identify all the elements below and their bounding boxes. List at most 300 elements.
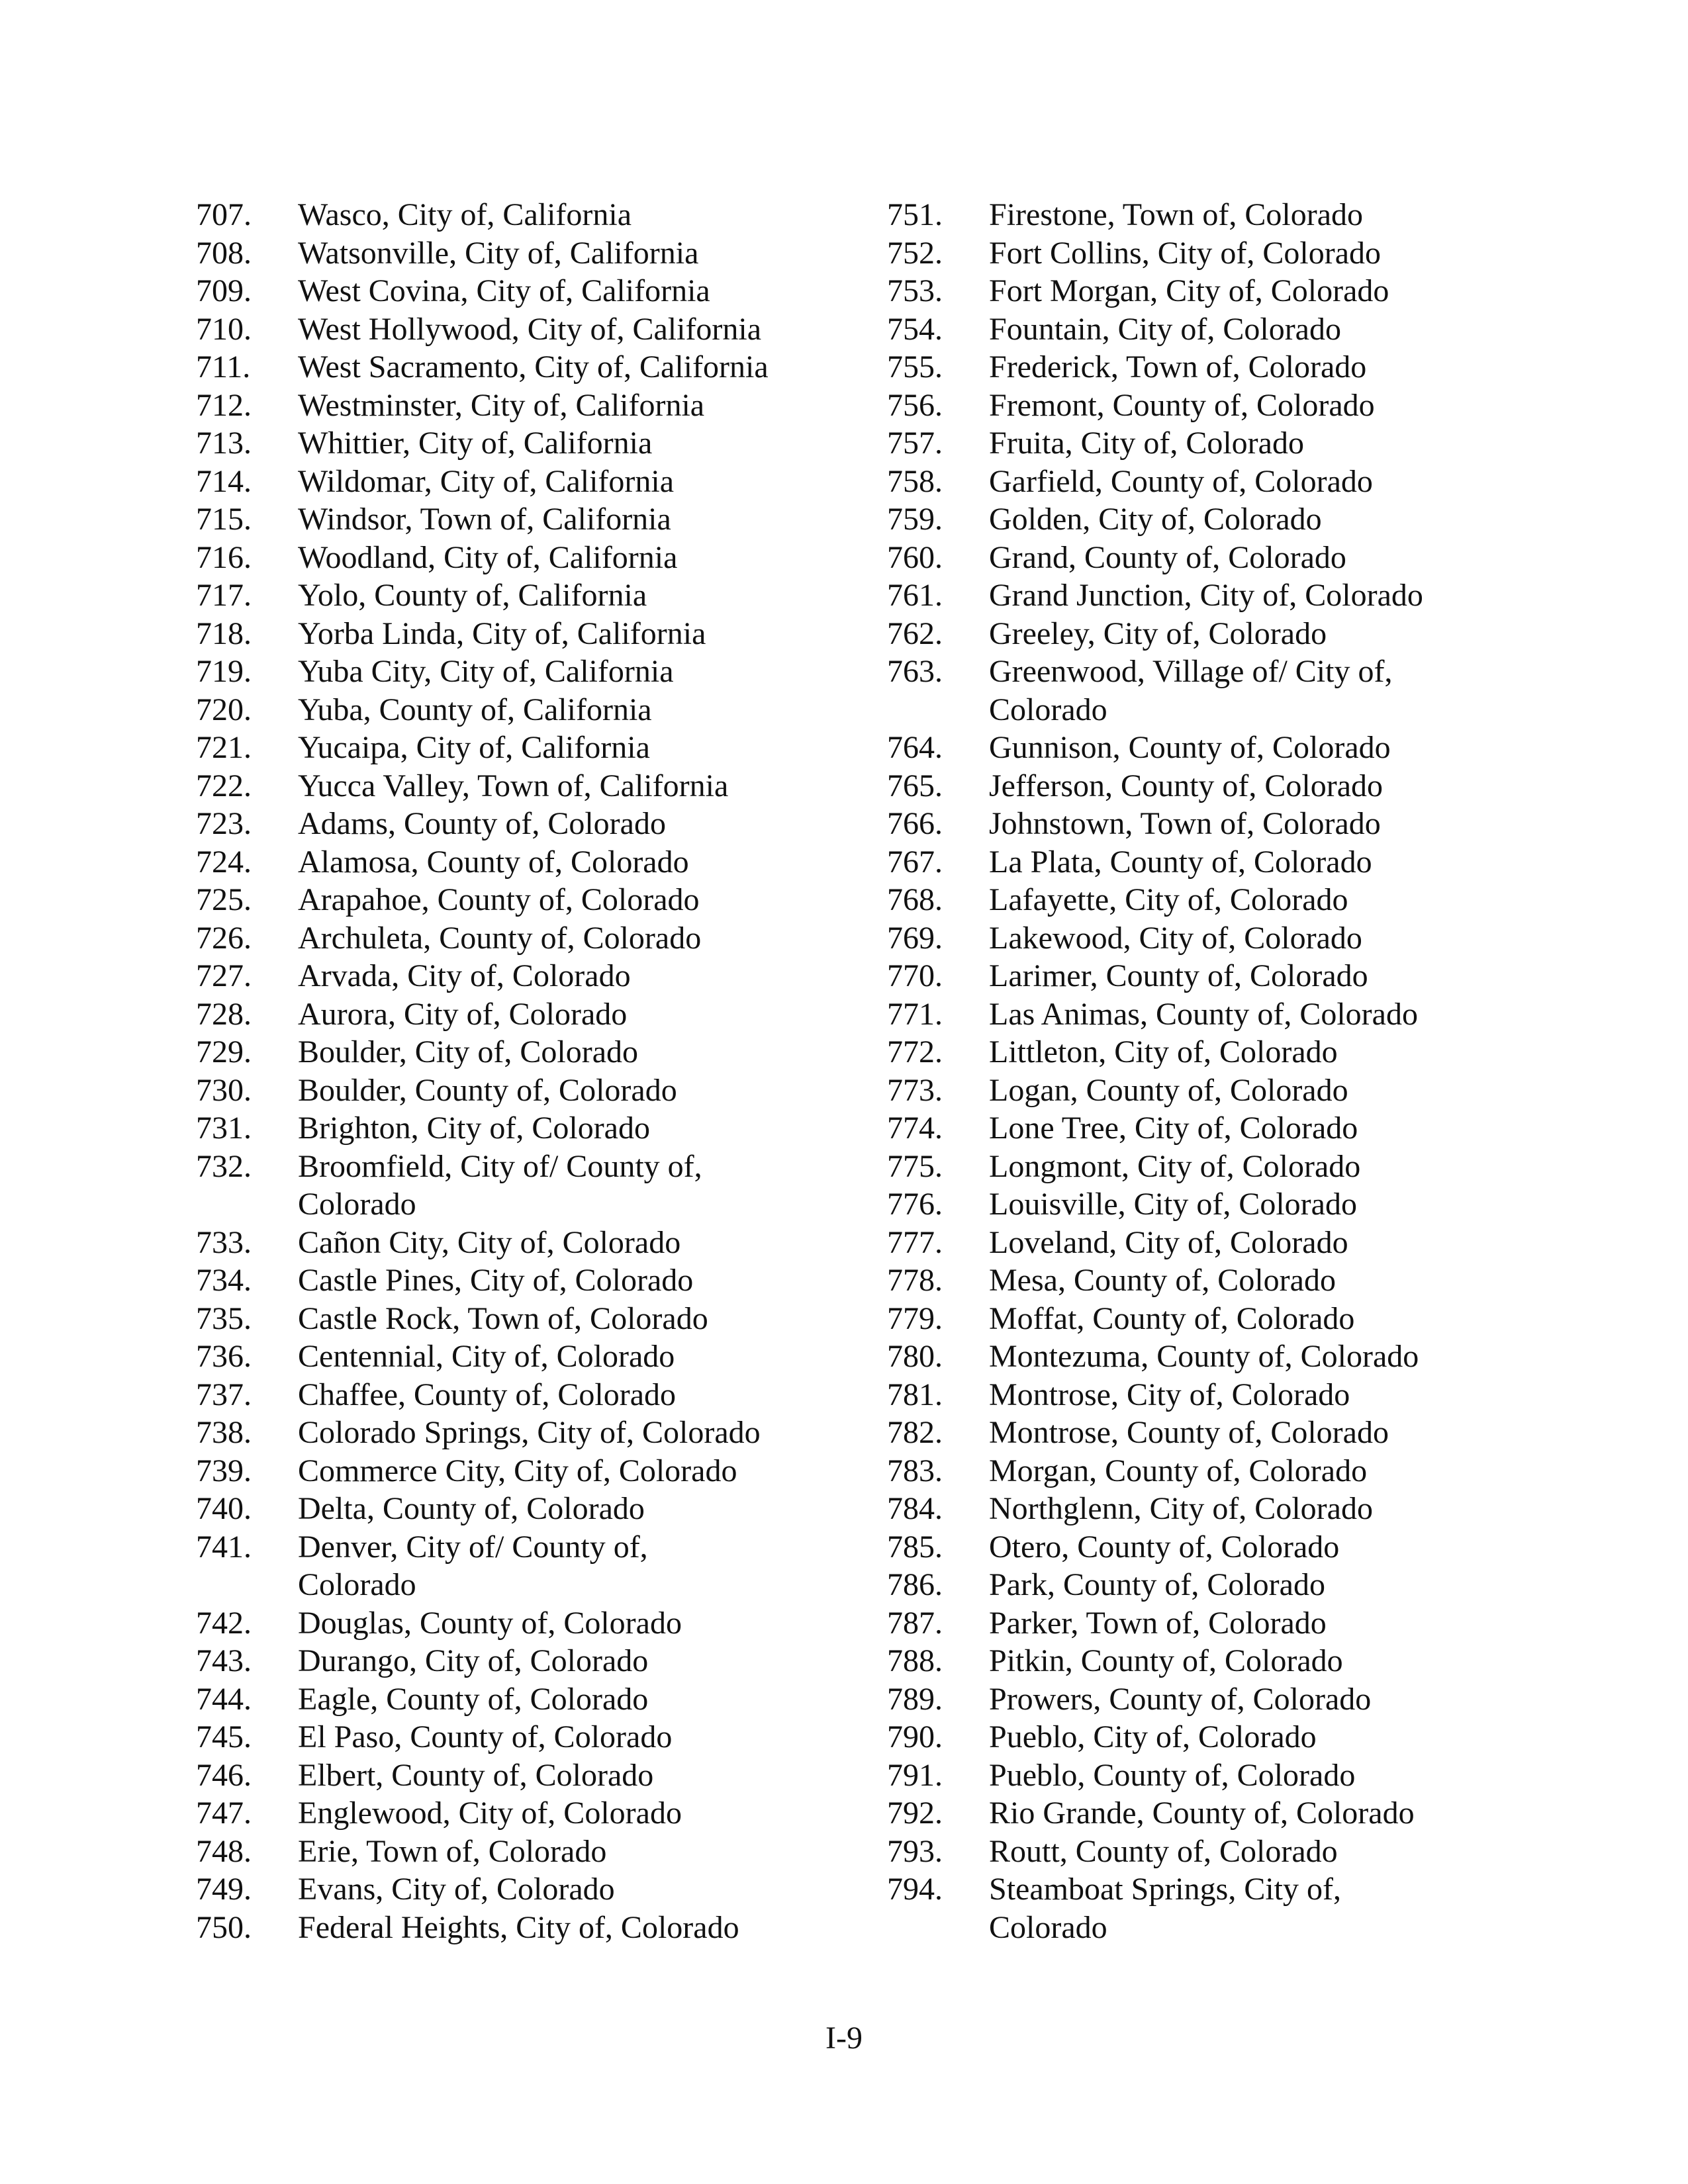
item-name — [298, 767, 858, 805]
list-item — [887, 1109, 1483, 1148]
item-number: 772. — [887, 1034, 943, 1069]
item-name — [298, 1148, 858, 1224]
item-name — [298, 1642, 858, 1680]
right-column-list — [887, 196, 1483, 1946]
list-item — [887, 387, 1483, 425]
item-name-text: Pueblo, County of, Colorado — [989, 1757, 1356, 1793]
item-name — [298, 729, 858, 767]
item-number: 723. — [196, 806, 252, 841]
item-name-text: El Paso, County of, Colorado — [298, 1719, 673, 1754]
item-name-text: Lafayette, City of, Colorado — [989, 882, 1348, 917]
list-item — [196, 1033, 858, 1071]
item-name — [989, 1261, 1483, 1300]
item-number: 762. — [887, 615, 943, 651]
item-number: 782. — [887, 1415, 943, 1450]
list-item — [196, 1604, 858, 1643]
item-name — [989, 881, 1483, 919]
item-name-text: Parker, Town of, Colorado — [989, 1605, 1327, 1641]
item-name — [298, 805, 858, 843]
item-number: 726. — [196, 920, 252, 956]
item-number: 712. — [196, 387, 252, 423]
item-name — [298, 995, 858, 1034]
item-number: 768. — [887, 882, 943, 917]
item-name-text: La Plata, County of, Colorado — [989, 844, 1372, 880]
list-item — [196, 463, 858, 501]
item-name — [298, 1376, 858, 1414]
list-item — [196, 1071, 858, 1110]
list-item — [887, 1528, 1483, 1567]
item-name — [989, 1338, 1483, 1376]
list-item — [887, 843, 1483, 882]
list-item — [887, 196, 1483, 234]
list-item — [196, 919, 858, 958]
item-name — [298, 1109, 858, 1148]
item-number: 790. — [887, 1719, 943, 1754]
item-number: 707. — [196, 197, 252, 232]
item-number: 777. — [887, 1224, 943, 1260]
item-name-text: Fremont, County of, Colorado — [989, 387, 1375, 423]
item-name — [989, 1224, 1483, 1262]
item-number: 767. — [887, 844, 943, 880]
item-name-text: Park, County of, Colorado — [989, 1567, 1325, 1602]
item-name-text: Chaffee, County of, Colorado — [298, 1377, 677, 1412]
item-name-text: Broomfield, City of/ County of, — [298, 1148, 702, 1184]
list-item — [887, 1300, 1483, 1338]
list-item — [196, 1642, 858, 1680]
list-item — [887, 1414, 1483, 1452]
item-number: 724. — [196, 844, 252, 880]
item-number: 764. — [887, 730, 943, 765]
list-item — [196, 1528, 858, 1604]
list-item — [887, 1452, 1483, 1490]
list-item — [196, 1109, 858, 1148]
item-name-text: Windsor, Town of, California — [298, 502, 671, 537]
item-number: 737. — [196, 1377, 252, 1412]
item-number: 735. — [196, 1300, 252, 1336]
list-item — [887, 881, 1483, 919]
item-name — [989, 767, 1483, 805]
list-item — [887, 539, 1483, 577]
item-name-text: Evans, City of, Colorado — [298, 1872, 615, 1907]
item-name — [989, 919, 1483, 958]
list-item — [196, 1756, 858, 1795]
left-column-list — [196, 196, 858, 1946]
item-number: 743. — [196, 1643, 252, 1678]
item-name — [298, 310, 858, 349]
list-item — [887, 995, 1483, 1034]
item-number: 784. — [887, 1491, 943, 1526]
item-number: 728. — [196, 996, 252, 1032]
item-number: 753. — [887, 273, 943, 308]
item-number: 715. — [196, 502, 252, 537]
item-name — [298, 463, 858, 501]
item-name-text: Louisville, City of, Colorado — [989, 1187, 1357, 1222]
item-name-text: Yucca Valley, Town of, California — [298, 768, 729, 803]
item-number: 746. — [196, 1757, 252, 1793]
list-item — [887, 653, 1483, 729]
list-item — [196, 1148, 858, 1224]
list-item — [196, 957, 858, 995]
item-name-text: Longmont, City of, Colorado — [989, 1148, 1361, 1184]
item-number: 755. — [887, 349, 943, 385]
item-name — [298, 1224, 858, 1262]
item-name-text: Alamosa, County of, Colorado — [298, 844, 689, 880]
list-item — [196, 1224, 858, 1262]
item-name — [989, 1642, 1483, 1680]
item-name-text: Rio Grande, County of, Colorado — [989, 1796, 1415, 1831]
item-number: 781. — [887, 1377, 943, 1412]
list-item — [887, 1224, 1483, 1262]
item-name-continuation: Colorado — [989, 692, 1107, 727]
item-number: 761. — [887, 578, 943, 613]
item-name-text: Routt, County of, Colorado — [989, 1833, 1338, 1869]
item-name-text: Arvada, City of, Colorado — [298, 958, 631, 993]
item-number: 794. — [887, 1872, 943, 1907]
item-number: 742. — [196, 1605, 252, 1641]
item-name-text: Douglas, County of, Colorado — [298, 1605, 682, 1641]
list-item — [887, 1148, 1483, 1186]
item-name — [989, 576, 1483, 615]
item-name — [989, 1604, 1483, 1643]
item-name — [298, 1033, 858, 1071]
list-item — [887, 424, 1483, 463]
item-number: 793. — [887, 1833, 943, 1869]
item-name-continuation: Colorado — [298, 1567, 416, 1602]
item-name — [989, 1566, 1483, 1604]
item-number: 718. — [196, 615, 252, 651]
item-number: 763. — [887, 654, 943, 689]
item-name — [989, 1490, 1483, 1528]
item-number: 725. — [196, 882, 252, 917]
item-name — [989, 310, 1483, 349]
item-number: 717. — [196, 578, 252, 613]
item-name — [989, 1680, 1483, 1719]
item-name — [989, 1376, 1483, 1414]
item-number: 714. — [196, 463, 252, 499]
item-name — [989, 615, 1483, 653]
item-number: 787. — [887, 1605, 943, 1641]
item-number: 730. — [196, 1072, 252, 1108]
item-name-text: Fruita, City of, Colorado — [989, 426, 1304, 461]
list-item — [196, 1680, 858, 1719]
item-name — [298, 1414, 858, 1452]
item-name-text: Centennial, City of, Colorado — [298, 1339, 675, 1374]
list-item — [196, 348, 858, 387]
item-number: 738. — [196, 1415, 252, 1450]
list-item — [196, 1414, 858, 1452]
list-item — [887, 729, 1483, 767]
list-item — [887, 348, 1483, 387]
item-name-text: Castle Pines, City of, Colorado — [298, 1263, 694, 1298]
item-name — [298, 1680, 858, 1719]
item-name-text: Denver, City of/ County of, — [298, 1529, 648, 1565]
item-number: 745. — [196, 1719, 252, 1754]
item-name-text: Arapahoe, County of, Colorado — [298, 882, 700, 917]
item-name-text: Boulder, County of, Colorado — [298, 1072, 677, 1108]
item-name-text: Greenwood, Village of/ City of, — [989, 654, 1393, 689]
list-item — [887, 615, 1483, 653]
item-name-text: Woodland, City of, California — [298, 539, 678, 575]
item-number: 771. — [887, 996, 943, 1032]
item-name — [989, 196, 1483, 234]
item-number: 758. — [887, 463, 943, 499]
item-name — [298, 1338, 858, 1376]
item-number: 713. — [196, 426, 252, 461]
list-item — [196, 1718, 858, 1756]
item-number: 780. — [887, 1339, 943, 1374]
item-name-text: West Hollywood, City of, California — [298, 311, 762, 347]
item-number: 778. — [887, 1263, 943, 1298]
item-name — [989, 843, 1483, 882]
list-item — [887, 919, 1483, 958]
item-name — [989, 653, 1483, 729]
item-number: 740. — [196, 1491, 252, 1526]
item-name-text: Pueblo, City of, Colorado — [989, 1719, 1317, 1754]
list-item — [196, 1376, 858, 1414]
item-name — [989, 348, 1483, 387]
list-item — [887, 957, 1483, 995]
item-number: 775. — [887, 1148, 943, 1184]
list-item — [887, 1490, 1483, 1528]
list-item — [887, 767, 1483, 805]
item-name — [989, 1109, 1483, 1148]
item-name — [298, 1870, 858, 1909]
item-name-text: Gunnison, County of, Colorado — [989, 730, 1391, 765]
item-number: 769. — [887, 920, 943, 956]
item-name — [989, 539, 1483, 577]
item-name-text: Prowers, County of, Colorado — [989, 1681, 1372, 1717]
item-name — [989, 1148, 1483, 1186]
item-number: 711. — [196, 349, 251, 385]
item-name-text: Littleton, City of, Colorado — [989, 1034, 1338, 1069]
list-item — [887, 463, 1483, 501]
list-item — [196, 767, 858, 805]
item-number: 783. — [887, 1453, 943, 1488]
item-number: 736. — [196, 1339, 252, 1374]
item-name — [298, 348, 858, 387]
list-item — [196, 995, 858, 1034]
item-name-text: Yucaipa, City of, California — [298, 730, 650, 765]
list-item — [196, 1833, 858, 1871]
item-name — [989, 805, 1483, 843]
item-name — [298, 615, 858, 653]
item-name — [989, 1833, 1483, 1871]
item-number: 765. — [887, 768, 943, 803]
item-name — [298, 919, 858, 958]
item-number: 757. — [887, 426, 943, 461]
item-name-text: Watsonville, City of, California — [298, 235, 699, 271]
item-name — [989, 1756, 1483, 1795]
list-item — [196, 1300, 858, 1338]
item-name — [989, 1528, 1483, 1567]
list-item — [887, 1033, 1483, 1071]
item-name-text: Lone Tree, City of, Colorado — [989, 1111, 1358, 1146]
list-item — [196, 615, 858, 653]
item-name-text: Jefferson, County of, Colorado — [989, 768, 1383, 803]
item-number: 709. — [196, 273, 252, 308]
list-item — [887, 1642, 1483, 1680]
item-name-text: Wildomar, City of, California — [298, 463, 675, 499]
item-number: 785. — [887, 1529, 943, 1565]
list-item — [196, 1452, 858, 1490]
item-name-text: Firestone, Town of, Colorado — [989, 197, 1364, 232]
item-name-text: Englewood, City of, Colorado — [298, 1796, 682, 1831]
list-item — [887, 1604, 1483, 1643]
list-item — [196, 1338, 858, 1376]
list-item — [196, 196, 858, 234]
item-number: 752. — [887, 235, 943, 271]
list-item — [887, 1338, 1483, 1376]
list-item — [196, 576, 858, 615]
list-item — [196, 539, 858, 577]
item-name — [298, 500, 858, 539]
list-item — [196, 1794, 858, 1833]
item-name — [298, 1528, 858, 1604]
item-name — [298, 196, 858, 234]
item-name — [989, 1414, 1483, 1452]
item-name-text: Mesa, County of, Colorado — [989, 1263, 1336, 1298]
list-item — [887, 1833, 1483, 1871]
item-name-text: Castle Rock, Town of, Colorado — [298, 1300, 708, 1336]
item-name-text: West Covina, City of, California — [298, 273, 710, 308]
list-item — [887, 1870, 1483, 1946]
item-name — [298, 1071, 858, 1110]
item-name-text: Pitkin, County of, Colorado — [989, 1643, 1343, 1678]
list-item — [196, 1909, 858, 1947]
item-name — [989, 995, 1483, 1034]
item-name-text: Loveland, City of, Colorado — [989, 1224, 1348, 1260]
item-name-text: Commerce City, City of, Colorado — [298, 1453, 737, 1488]
item-number: 747. — [196, 1796, 252, 1831]
item-number: 756. — [887, 387, 943, 423]
item-number: 739. — [196, 1453, 252, 1488]
item-name-text: Fountain, City of, Colorado — [989, 311, 1341, 347]
item-name — [989, 1033, 1483, 1071]
item-name-text: Fort Collins, City of, Colorado — [989, 235, 1382, 271]
list-item — [887, 234, 1483, 273]
item-name — [298, 1261, 858, 1300]
item-name — [298, 957, 858, 995]
list-item — [196, 500, 858, 539]
item-name — [989, 957, 1483, 995]
item-number: 786. — [887, 1567, 943, 1602]
item-name — [298, 843, 858, 882]
list-item — [196, 272, 858, 310]
item-number: 741. — [196, 1529, 252, 1565]
list-item — [887, 805, 1483, 843]
list-item — [887, 1718, 1483, 1756]
list-item — [196, 310, 858, 349]
item-number: 776. — [887, 1187, 943, 1222]
item-name — [298, 234, 858, 273]
item-name-text: Colorado Springs, City of, Colorado — [298, 1415, 761, 1450]
item-name — [989, 1452, 1483, 1490]
item-number: 792. — [887, 1796, 943, 1831]
item-name — [989, 729, 1483, 767]
item-name-text: Yorba Linda, City of, California — [298, 615, 706, 651]
item-name-text: Delta, County of, Colorado — [298, 1491, 645, 1526]
item-number: 754. — [887, 311, 943, 347]
item-name — [298, 1833, 858, 1871]
item-name — [298, 1794, 858, 1833]
item-name-text: Aurora, City of, Colorado — [298, 996, 628, 1032]
item-number: 716. — [196, 539, 252, 575]
list-item — [887, 1794, 1483, 1833]
item-name — [298, 1452, 858, 1490]
item-number: 722. — [196, 768, 252, 803]
list-item — [196, 653, 858, 691]
item-number: 770. — [887, 958, 943, 993]
item-name — [989, 500, 1483, 539]
item-name-text: Morgan, County of, Colorado — [989, 1453, 1368, 1488]
item-name-text: Archuleta, County of, Colorado — [298, 920, 702, 956]
item-name-continuation: Colorado — [989, 1909, 1107, 1945]
item-name-text: Adams, County of, Colorado — [298, 806, 666, 841]
item-number: 748. — [196, 1833, 252, 1869]
list-item — [196, 805, 858, 843]
item-number: 759. — [887, 502, 943, 537]
item-name — [989, 272, 1483, 310]
item-number: 750. — [196, 1909, 252, 1945]
item-name-text: Otero, County of, Colorado — [989, 1529, 1340, 1565]
item-name-text: Las Animas, County of, Colorado — [989, 996, 1418, 1032]
page-number: I-9 — [825, 2021, 863, 2056]
list-item — [887, 1071, 1483, 1110]
item-name-text: Cañon City, City of, Colorado — [298, 1224, 681, 1260]
item-name-text: Grand, County of, Colorado — [989, 539, 1346, 575]
item-number: 708. — [196, 235, 252, 271]
list-item — [887, 1566, 1483, 1604]
item-name-text: Westminster, City of, California — [298, 387, 705, 423]
item-name-text: Johnstown, Town of, Colorado — [989, 806, 1381, 841]
list-item — [887, 1185, 1483, 1224]
item-name — [989, 1071, 1483, 1110]
item-name — [298, 387, 858, 425]
list-item — [196, 729, 858, 767]
item-name-continuation: Colorado — [298, 1187, 416, 1222]
item-name-text: Montrose, City of, Colorado — [989, 1377, 1350, 1412]
item-number: 774. — [887, 1111, 943, 1146]
list-item — [196, 234, 858, 273]
item-number: 744. — [196, 1681, 252, 1717]
list-item — [887, 272, 1483, 310]
item-name — [298, 576, 858, 615]
item-name-text: Yuba, County of, California — [298, 692, 652, 727]
item-name-text: Montezuma, County of, Colorado — [989, 1339, 1419, 1374]
item-name-text: Boulder, City of, Colorado — [298, 1034, 639, 1069]
item-name — [298, 1604, 858, 1643]
item-name-text: Eagle, County of, Colorado — [298, 1681, 649, 1717]
item-name — [989, 234, 1483, 273]
item-name-text: Greeley, City of, Colorado — [989, 615, 1327, 651]
item-name-text: Northglenn, City of, Colorado — [989, 1491, 1373, 1526]
list-item — [887, 1376, 1483, 1414]
item-name-text: Brighton, City of, Colorado — [298, 1111, 650, 1146]
item-name-text: Lakewood, City of, Colorado — [989, 920, 1362, 956]
list-item — [196, 1490, 858, 1528]
item-name-text: Golden, City of, Colorado — [989, 502, 1322, 537]
item-name — [989, 1185, 1483, 1224]
item-number: 734. — [196, 1263, 252, 1298]
item-name — [298, 424, 858, 463]
item-number: 760. — [887, 539, 943, 575]
list-item — [196, 424, 858, 463]
item-name — [298, 1909, 858, 1947]
item-name — [298, 1718, 858, 1756]
item-name-text: Federal Heights, City of, Colorado — [298, 1909, 739, 1945]
list-item — [887, 1756, 1483, 1795]
item-number: 733. — [196, 1224, 252, 1260]
